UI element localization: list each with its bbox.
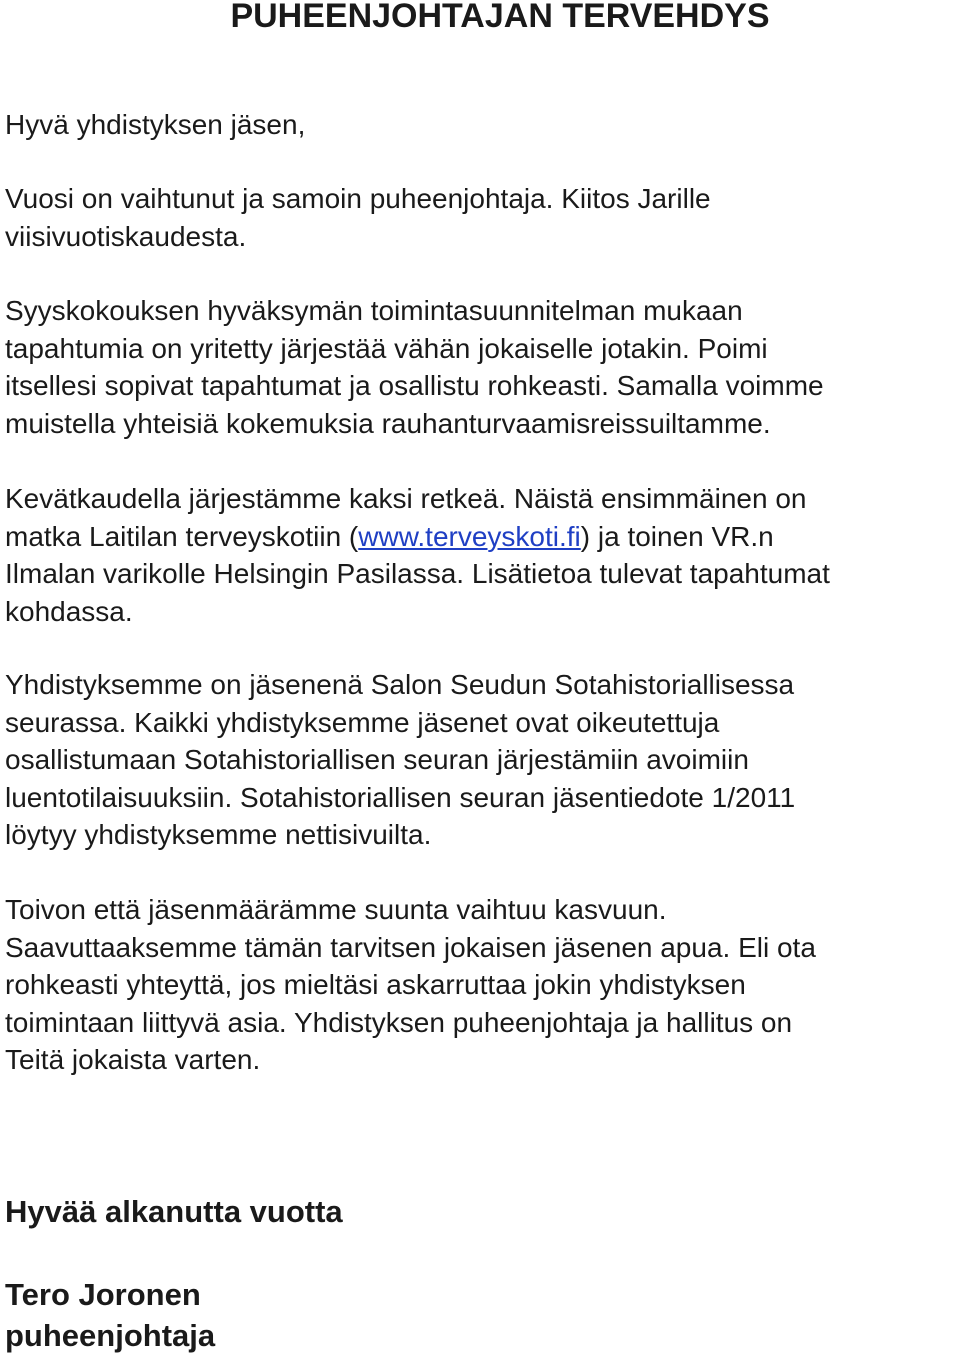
paragraph-line: tapahtumia on yritetty järjestää vähän jokaiselle jotakin. Poimi: [5, 332, 768, 364]
paragraph-1: [5, 180, 711, 255]
paragraph-line: kohdassa.: [5, 595, 133, 627]
closing-wish: Hyvää alkanutta vuotta: [5, 1194, 343, 1229]
page-title: PUHEENJOHTAJAN TERVEHDYS: [230, 0, 770, 35]
greeting: [5, 106, 305, 144]
paragraph-5: [5, 891, 816, 1079]
paragraph-line: osallistumaan Sotahistoriallisen seuran järjestämiin avoimiin: [5, 744, 749, 775]
paragraph-line: Kevätkaudella järjestämme kaksi retkeä. Näistä ensimmäinen on: [5, 483, 807, 514]
paragraph-4: [5, 666, 795, 854]
paragraph-line: muistella yhteisiä kokemuksia rauhanturvaamisreissuiltamme.: [5, 407, 771, 439]
paragraph-line: itsellesi sopivat tapahtumat ja osallistu rohkeasti. Samalla voimme: [5, 370, 824, 401]
link-suffix-text: ) ja toinen VR.n: [580, 520, 774, 552]
paragraph-line: Toivon että jäsenmäärämme suunta vaihtuu kasvuun.: [5, 894, 667, 925]
paragraph-line: rohkeasti yhteyttä, jos mieltäsi askarruttaa jokin yhdistyksen: [5, 969, 746, 1000]
terveyskoti-link[interactable]: www.terveyskoti.fi: [358, 520, 581, 552]
signature-role: puheenjohtaja: [5, 1318, 216, 1353]
paragraph-line: Ilmalan varikolle Helsingin Pasilassa. Lisätietoa tulevat tapahtumat: [5, 558, 830, 589]
signature-name: Tero Joronen: [5, 1277, 201, 1312]
paragraph-line: Vuosi on vaihtunut ja samoin puheenjohtaja. Kiitos Jarille: [5, 183, 711, 214]
paragraph-3: [5, 480, 830, 630]
paragraph-line: viisivuotiskaudesta.: [5, 220, 247, 252]
paragraph-line: luentotilaisuuksiin. Sotahistoriallisen seuran jäsentiedote 1/2011: [5, 781, 796, 813]
link-prefix-text: matka Laitilan terveyskotiin (: [5, 520, 359, 552]
paragraph-line: Teitä jokaista varten.: [5, 1044, 261, 1075]
paragraph-line: Yhdistyksemme on jäsenenä Salon Seudun Sotahistoriallisessa: [5, 669, 795, 700]
paragraph-2: [5, 292, 824, 442]
paragraph-line: löytyy yhdistyksemme nettisivuilta.: [5, 819, 432, 850]
greeting-text: Hyvä yhdistyksen jäsen,: [5, 109, 306, 140]
paragraph-line: Saavuttaaksemme tämän tarvitsen jokaisen jäsenen apua. Eli ota: [5, 931, 816, 963]
paragraph-line: Syyskokouksen hyväksymän toimintasuunnitelman mukaan: [5, 295, 743, 326]
paragraph-line: toimintaan liittyvä asia. Yhdistyksen puheenjohtaja ja hallitus on: [5, 1006, 793, 1038]
paragraph-line: seurassa. Kaikki yhdistyksemme jäsenet ovat oikeutettuja: [5, 706, 720, 738]
paragraph-line-with-link: [5, 518, 830, 556]
